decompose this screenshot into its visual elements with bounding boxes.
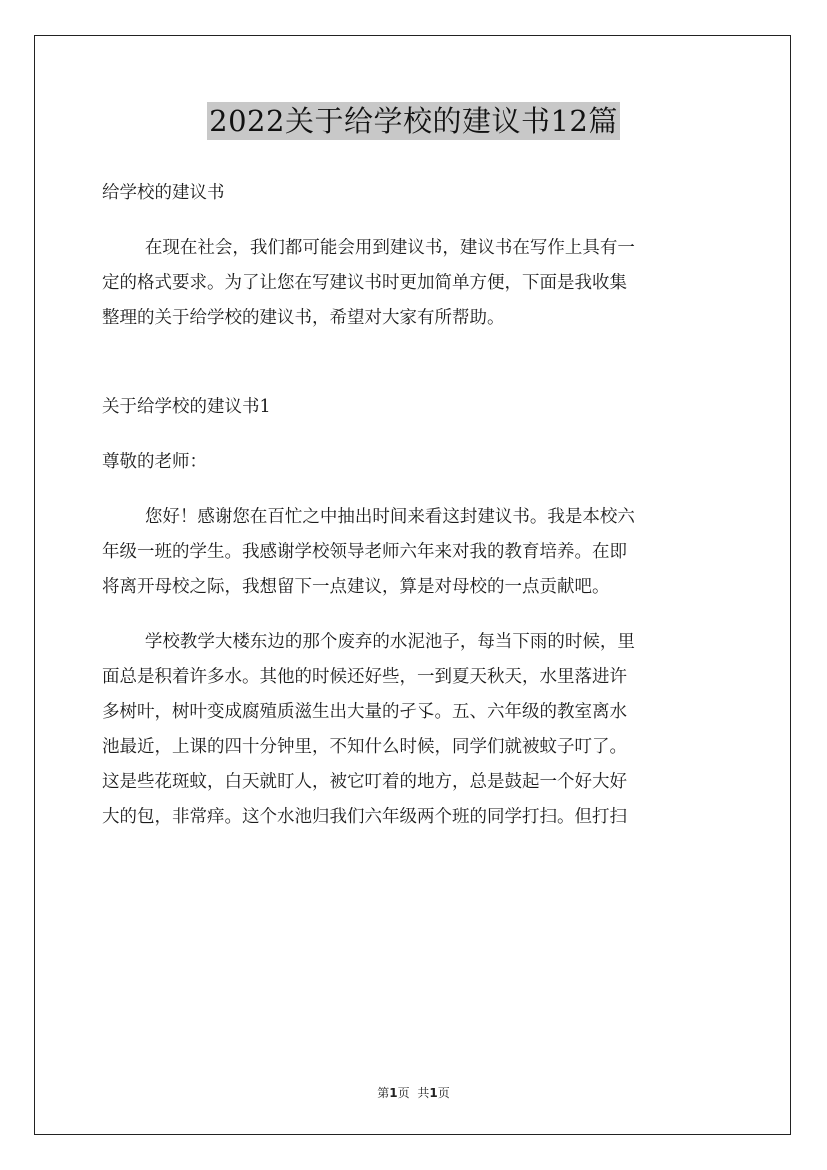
subtitle: 给学校的建议书 <box>102 183 225 203</box>
paragraph-line: 您好！感谢您在百忙之中抽出时间来看这封建议书。我是本校六 <box>144 507 635 527</box>
paragraph-1 <box>102 500 726 605</box>
page-number: 1 <box>389 1086 398 1100</box>
page-footer <box>0 1084 827 1101</box>
section-heading: 关于给学校的建议书1 <box>102 397 271 417</box>
paragraph-2 <box>102 625 726 835</box>
total-label-suffix: 页 <box>437 1086 450 1100</box>
paragraph-line: 面总是积着许多水。其他的时候还好些，一到夏天秋天，水里落进许 <box>102 667 627 687</box>
paragraph-line: 将离开母校之际，我想留下一点建议，算是对母校的一点贡献吧。 <box>102 577 610 597</box>
document-title: 2022关于给学校的建议书12篇 <box>209 104 618 138</box>
spacer <box>102 605 726 625</box>
paragraph-line: 学校教学大楼东边的那个废弃的水泥池子，每当下雨的时候，里 <box>144 632 635 652</box>
page-label-prefix: 第 <box>377 1086 390 1100</box>
spacer <box>102 336 726 390</box>
document-body <box>102 176 726 835</box>
salutation: 尊敬的老师： <box>102 452 207 472</box>
paragraph-line: 大的包，非常痒。这个水池归我们六年级两个班的同学打扫。但打扫 <box>102 807 627 827</box>
intro-paragraph <box>102 231 726 336</box>
page-label-suffix: 页 <box>397 1086 410 1100</box>
paragraph-line: 整理的关于给学校的建议书，希望对大家有所帮助。 <box>102 308 505 328</box>
paragraph-line: 在现在社会，我们都可能会用到建议书，建议书在写作上具有一 <box>144 238 635 258</box>
paragraph-line: 年级一班的学生。我感谢学校领导老师六年来对我的教育培养。在即 <box>102 542 627 562</box>
total-pages: 1 <box>429 1086 438 1100</box>
title-container <box>0 102 827 140</box>
paragraph-line: 多树叶，树叶变成腐殖质滋生出大量的孑孓。五、六年级的教室离水 <box>102 702 627 722</box>
total-label-prefix: 共 <box>417 1086 430 1100</box>
paragraph-line: 定的格式要求。为了让您在写建议书时更加简单方便，下面是我收集 <box>102 273 627 293</box>
paragraph-line: 这是些花斑蚊，白天就盯人，被它叮着的地方，总是鼓起一个好大好 <box>102 772 627 792</box>
paragraph-line: 池最近，上课的四十分钟里，不知什么时候，同学们就被蚊子叮了。 <box>102 737 627 757</box>
